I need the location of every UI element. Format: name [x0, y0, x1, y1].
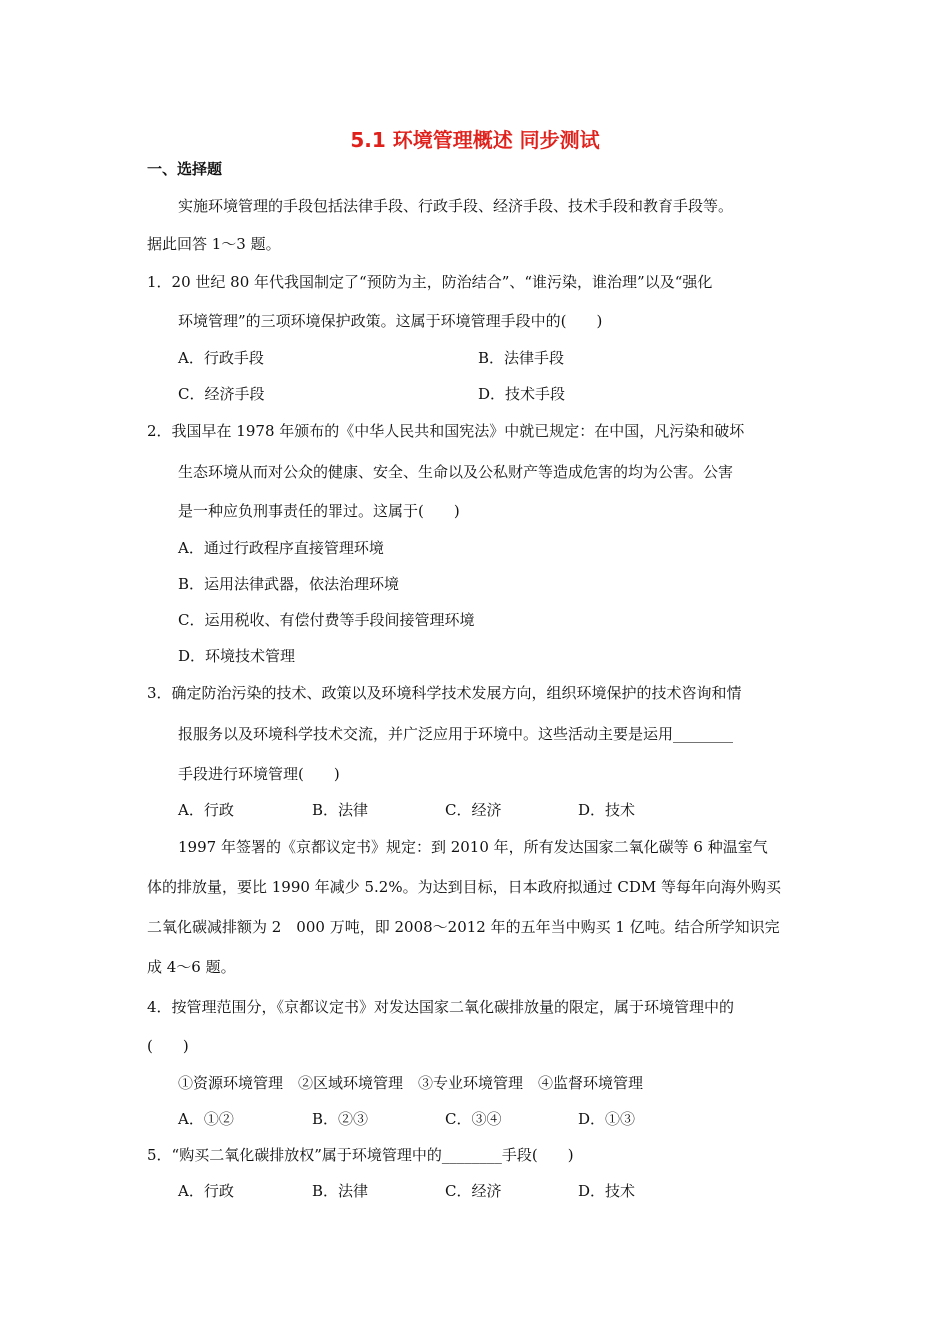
section-heading: 一、选择题	[147, 160, 223, 178]
question-4-text: ( )	[147, 1037, 189, 1055]
intro-text: 据此回答 1～3 题。	[147, 235, 281, 253]
question-5-option-d: D．技术	[578, 1182, 636, 1200]
question-4-option-d: D．①③	[578, 1110, 636, 1128]
question-1-text: 1．20 世纪 80 年代我国制定了“预防为主，防治结合”、“谁污染，谁治理”以及“强化	[147, 273, 713, 291]
question-1-text: 环境管理”的三项环境保护政策。这属于环境管理手段中的( )	[178, 312, 603, 330]
question-5-option-c: C．经济	[445, 1182, 502, 1200]
intro-text: 二氧化碳减排额为 2 000 万吨，即 2008～2012 年的五年当中购买 1 亿吨。结合所学知识完	[147, 918, 780, 936]
question-2-text: 生态环境从而对公众的健康、安全、生命以及公私财产等造成危害的均为公害。公害	[178, 463, 734, 481]
question-4-choices: ①资源环境管理 ②区域环境管理 ③专业环境管理 ④监督环境管理	[178, 1074, 644, 1092]
question-1-option-a: A．行政手段	[178, 349, 264, 367]
question-2-option-b: B．运用法律武器，依法治理环境	[178, 575, 400, 593]
question-2-option-d: D．环境技术管理	[178, 647, 296, 665]
intro-text: 体的排放量，要比 1990 年减少 5.2%。为达到目标，日本政府拟通过 CDM 等每年向海外购买	[147, 878, 781, 896]
intro-text: 实施环境管理的手段包括法律手段、行政手段、经济手段、技术手段和教育手段等。	[178, 197, 734, 215]
question-3-text: 手段进行环境管理( )	[178, 765, 340, 783]
question-2-option-a: A．通过行政程序直接管理环境	[178, 539, 384, 557]
intro-text: 1997 年签署的《京都议定书》规定：到 2010 年，所有发达国家二氧化碳等 6 种温室气	[178, 838, 768, 856]
page-title: 5.1 环境管理概述 同步测试	[350, 128, 600, 152]
question-1-option-b: B．法律手段	[478, 349, 565, 367]
question-2-option-c: C．运用税收、有偿付费等手段间接管理环境	[178, 611, 475, 629]
question-4-option-a: A．①②	[178, 1110, 234, 1128]
intro-text: 成 4～6 题。	[147, 958, 236, 976]
question-3-text: 3．确定防治污染的技术、政策以及环境科学技术发展方向，组织环境保护的技术咨询和情	[147, 684, 742, 702]
question-3-option-c: C．经济	[445, 801, 502, 819]
question-5-option-a: A．行政	[178, 1182, 234, 1200]
question-3-option-a: A．行政	[178, 801, 234, 819]
question-5-text: 5．“购买二氧化碳排放权”属于环境管理中的________手段( )	[147, 1146, 574, 1164]
question-3-option-b: B．法律	[312, 801, 369, 819]
question-4-option-c: C．③④	[445, 1110, 502, 1128]
question-3-option-d: D．技术	[578, 801, 636, 819]
question-2-text: 2．我国早在 1978 年颁布的《中华人民共和国宪法》中就已规定：在中国，凡污染和破坏	[147, 422, 745, 440]
question-4-option-b: B．②③	[312, 1110, 369, 1128]
question-3-text: 报服务以及环境科学技术交流，并广泛应用于环境中。这些活动主要是运用________	[178, 725, 734, 743]
question-1-option-c: C．经济手段	[178, 385, 265, 403]
question-4-text: 4．按管理范围分，《京都议定书》对发达国家二氧化碳排放量的限定，属于环境管理中的	[147, 998, 735, 1016]
question-1-option-d: D．技术手段	[478, 385, 566, 403]
question-5-option-b: B．法律	[312, 1182, 369, 1200]
question-2-text: 是一种应负刑事责任的罪过。这属于( )	[178, 502, 460, 520]
